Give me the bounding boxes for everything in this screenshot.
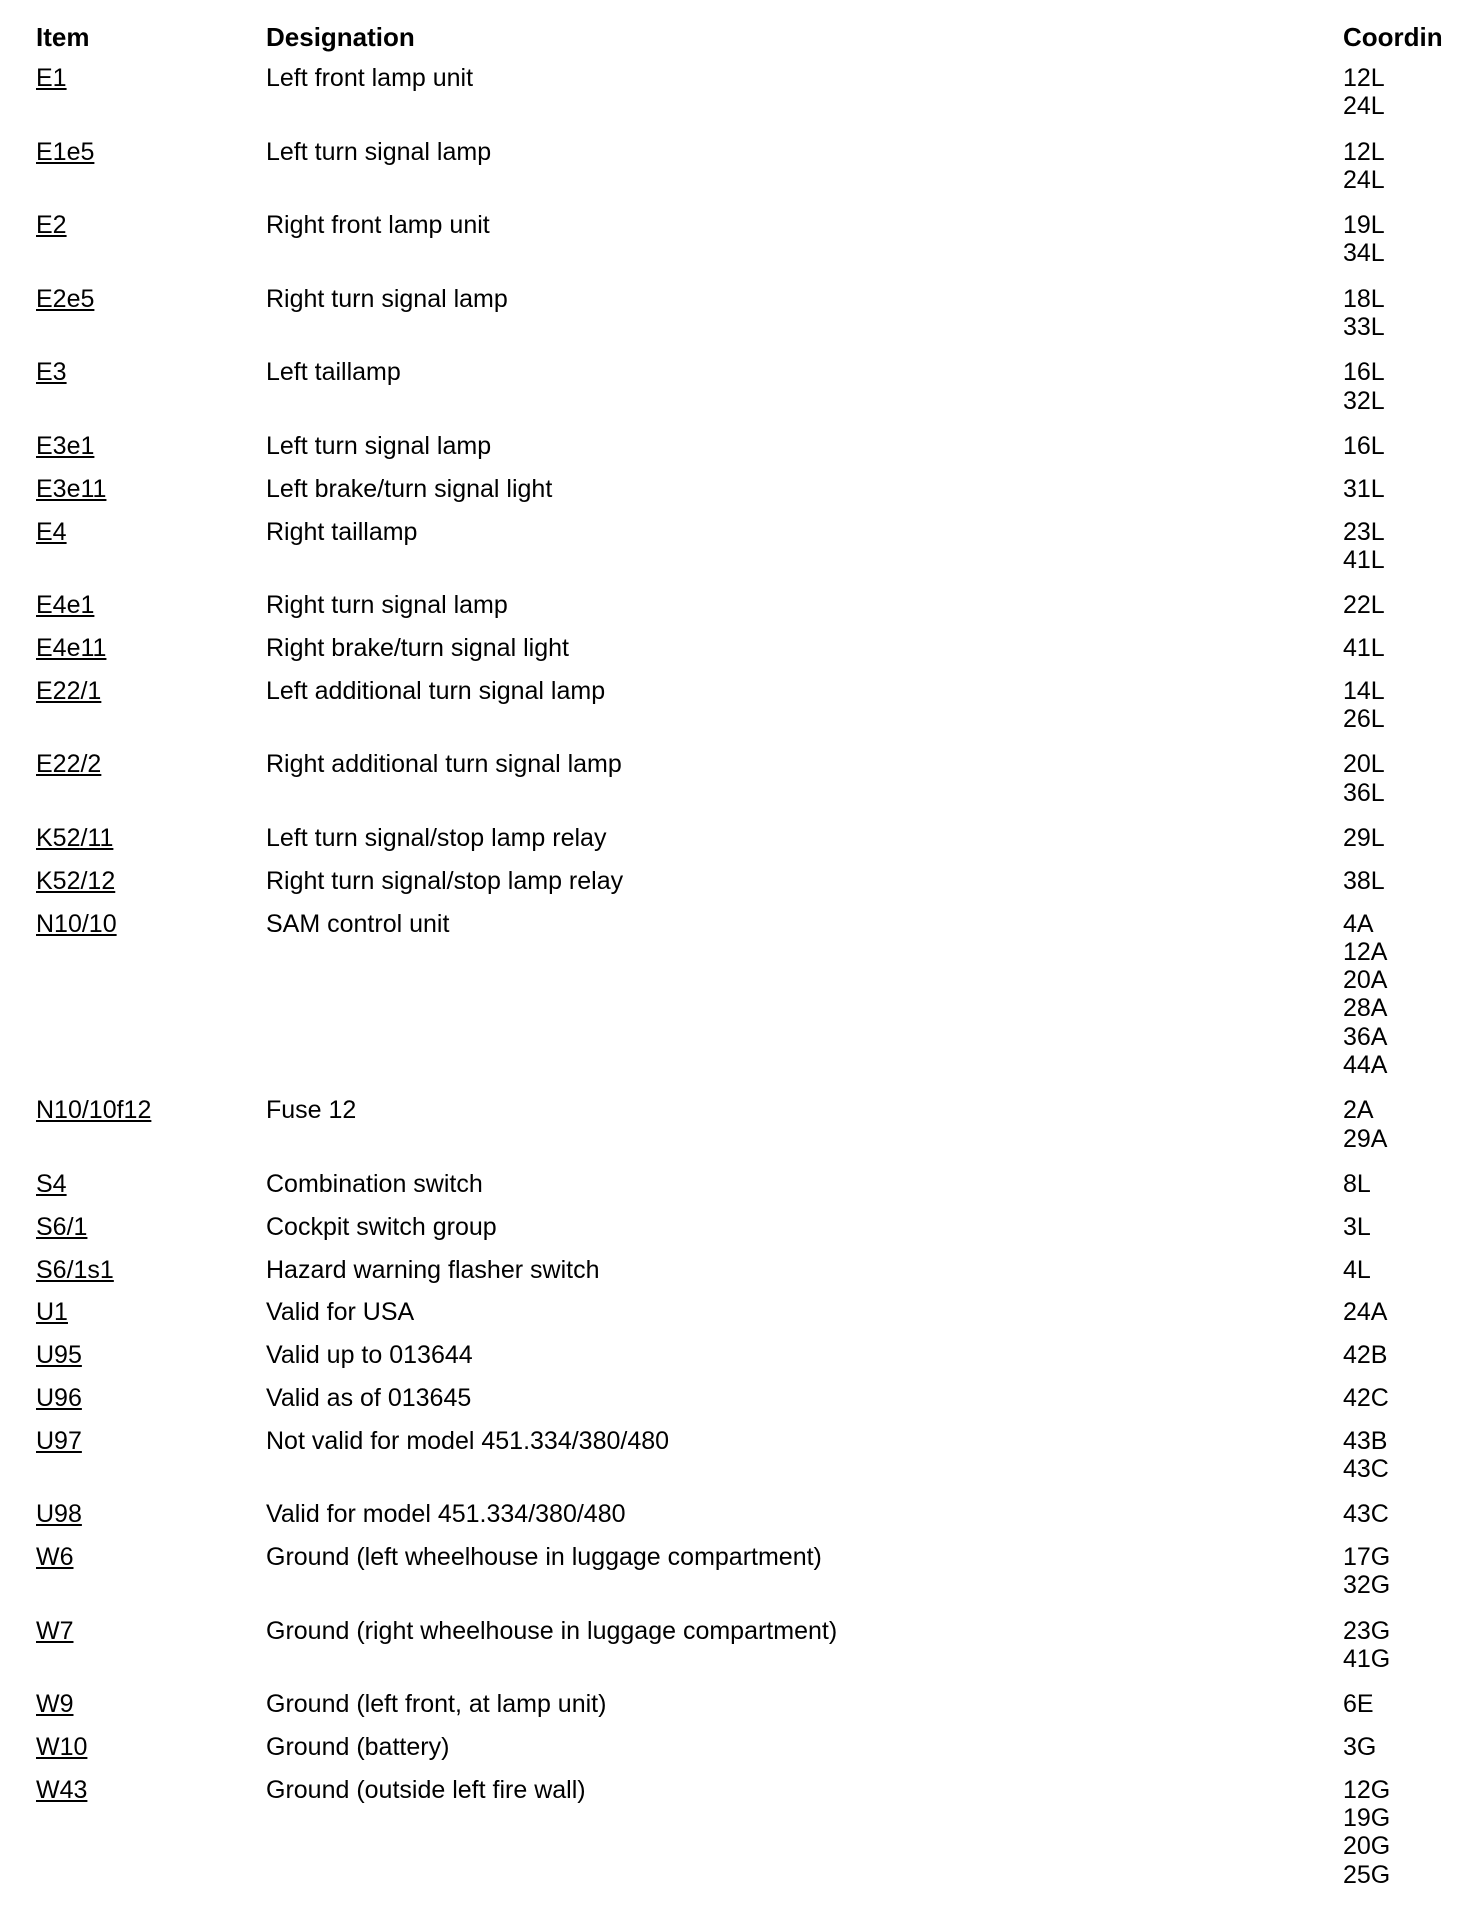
coordinate-value: 20L (1343, 750, 1385, 779)
coordinate-value: 23L (1343, 517, 1385, 546)
table-row (0, 518, 1472, 592)
table-row (0, 285, 1472, 359)
coordinate-value: 20G (1343, 1832, 1391, 1861)
coordinate-value: 43C (1343, 1455, 1389, 1483)
item-link[interactable]: U1 (36, 1298, 68, 1327)
coordinate-value: 19L (1343, 211, 1385, 240)
table-row (0, 824, 1472, 867)
coordinates-cell (1343, 1256, 1371, 1284)
coordinates-cell (1343, 1096, 1387, 1153)
coordinate-value: 12L (1343, 137, 1385, 166)
coordinates-cell (1343, 1298, 1387, 1326)
coordinate-value: 41L (1343, 545, 1385, 574)
item-link[interactable]: W7 (36, 1616, 74, 1645)
designation-text: Right taillamp (266, 517, 418, 546)
designation-text: Combination switch (266, 1169, 483, 1198)
header-coordinates: Coordin (1343, 22, 1443, 52)
table-row (0, 1500, 1472, 1543)
header-designation: Designation (266, 22, 415, 52)
table-row (0, 1213, 1472, 1256)
designation-text: Valid for USA (266, 1298, 415, 1327)
designation-text: Right additional turn signal lamp (266, 750, 622, 779)
coordinates-cell (1343, 358, 1385, 415)
designation-text: Ground (left front, at lamp unit) (266, 1690, 607, 1719)
coordinate-value: 4A (1343, 909, 1374, 938)
coordinates-cell (1343, 1213, 1371, 1241)
coordinates-cell (1343, 634, 1385, 662)
table-row (0, 1690, 1472, 1733)
coordinate-value: 42B (1343, 1341, 1388, 1370)
designation-text: Right front lamp unit (266, 211, 490, 240)
coordinate-value: 36A (1343, 1022, 1388, 1051)
coordinates-cell (1343, 1690, 1374, 1718)
coordinate-value: 32G (1343, 1571, 1391, 1600)
table-row (0, 1776, 1472, 1906)
coordinate-value: 41L (1343, 633, 1385, 662)
coordinates-cell (1343, 518, 1385, 575)
designation-text: Right turn signal lamp (266, 591, 508, 620)
designation-text: Left additional turn signal lamp (266, 676, 606, 705)
item-link[interactable]: S6/1s1 (36, 1255, 114, 1284)
item-link[interactable]: U98 (36, 1500, 82, 1529)
coordinate-value: 3G (1343, 1733, 1377, 1762)
coordinates-cell (1343, 1341, 1387, 1369)
coordinates-cell (1343, 64, 1385, 121)
coordinate-value: 36L (1343, 778, 1385, 807)
item-link[interactable]: E1e5 (36, 137, 95, 166)
legend-table-body (0, 64, 1472, 1906)
coordinates-cell (1343, 1427, 1389, 1484)
table-row (0, 750, 1472, 824)
item-link[interactable]: E2 (36, 211, 67, 240)
item-link[interactable]: U95 (36, 1341, 82, 1370)
table-row (0, 1733, 1472, 1776)
coordinates-cell (1343, 1384, 1389, 1412)
coordinate-value: 14L (1343, 676, 1385, 705)
item-link[interactable]: E4e1 (36, 591, 95, 620)
table-row (0, 1170, 1472, 1213)
item-link[interactable]: U97 (36, 1426, 82, 1455)
table-row (0, 910, 1472, 1097)
coordinates-cell (1343, 824, 1385, 852)
coordinate-value: 17G (1343, 1543, 1391, 1572)
coordinate-value: 2A (1343, 1096, 1374, 1125)
coordinate-value: 24L (1343, 165, 1385, 194)
designation-text: Ground (outside left fire wall) (266, 1775, 586, 1804)
coordinates-cell (1343, 1617, 1390, 1674)
designation-text: Hazard warning flasher switch (266, 1255, 600, 1284)
designation-text: Valid for model 451.334/380/480 (266, 1500, 626, 1529)
coordinate-value: 25G (1343, 1860, 1391, 1889)
coordinate-value: 43C (1343, 1500, 1389, 1529)
item-link[interactable]: W9 (36, 1690, 74, 1719)
coordinate-value: 24A (1343, 1298, 1388, 1327)
designation-text: Right turn signal/stop lamp relay (266, 866, 624, 895)
coordinates-cell (1343, 1543, 1390, 1600)
item-link[interactable]: E4 (36, 517, 67, 546)
designation-text: Fuse 12 (266, 1096, 357, 1125)
coordinates-cell (1343, 138, 1385, 195)
item-link[interactable]: W6 (36, 1543, 74, 1572)
coordinate-value: 12A (1343, 937, 1388, 966)
designation-text: Cockpit switch group (266, 1212, 497, 1241)
coordinate-value: 29A (1343, 1124, 1388, 1153)
item-link[interactable]: E3 (36, 358, 67, 387)
designation-text: Ground (left wheelhouse in luggage compartment) (266, 1543, 822, 1572)
coordinate-value: 28A (1343, 994, 1388, 1023)
coordinates-cell (1343, 432, 1385, 460)
coordinate-value: 31L (1343, 474, 1385, 503)
item-link[interactable]: W43 (36, 1775, 88, 1804)
table-row (0, 1341, 1472, 1384)
designation-text: SAM control unit (266, 909, 450, 938)
table-row (0, 358, 1472, 432)
designation-text: Left turn signal lamp (266, 137, 492, 166)
item-link[interactable]: E22/1 (36, 676, 102, 705)
table-row (0, 432, 1472, 475)
coordinate-value: 29L (1343, 823, 1385, 852)
designation-text: Valid as of 013645 (266, 1383, 472, 1412)
item-link[interactable]: E3e1 (36, 431, 95, 460)
table-row (0, 138, 1472, 212)
coordinate-value: 33L (1343, 313, 1385, 342)
table-header (0, 22, 1472, 56)
item-link[interactable]: E4e11 (36, 633, 107, 662)
coordinate-value: 20A (1343, 966, 1388, 995)
coordinate-value: 26L (1343, 705, 1385, 734)
coordinates-cell (1343, 750, 1385, 807)
coordinates-cell (1343, 910, 1387, 1080)
coordinate-value: 23G (1343, 1616, 1391, 1645)
coordinates-cell (1343, 1776, 1390, 1889)
item-link[interactable]: N10/10f12 (36, 1096, 152, 1125)
designation-text: Right brake/turn signal light (266, 633, 569, 662)
table-row (0, 634, 1472, 677)
coordinates-cell (1343, 475, 1385, 503)
coordinate-value: 43B (1343, 1426, 1388, 1455)
coordinate-value: 16L (1343, 358, 1385, 387)
item-link[interactable]: E2e5 (36, 284, 95, 313)
item-link[interactable]: S4 (36, 1169, 67, 1198)
coordinate-value: 6E (1343, 1690, 1374, 1719)
coordinate-value: 41G (1343, 1644, 1391, 1673)
item-link[interactable]: K52/11 (36, 823, 114, 852)
coordinate-value: 19G (1343, 1804, 1391, 1833)
coordinates-cell (1343, 867, 1385, 895)
designation-text: Ground (right wheelhouse in luggage compartment) (266, 1616, 838, 1645)
table-row (0, 1298, 1472, 1341)
coordinate-value: 38L (1343, 866, 1385, 895)
coordinates-cell (1343, 1733, 1376, 1761)
coordinate-value: 18L (1343, 284, 1385, 313)
coordinate-value: 22L (1343, 591, 1385, 620)
table-row (0, 211, 1472, 285)
coordinate-value: 44A (1343, 1051, 1388, 1080)
coordinate-value: 12L (1343, 64, 1385, 92)
table-row (0, 867, 1472, 910)
designation-text: Left turn signal/stop lamp relay (266, 823, 607, 852)
table-row (0, 591, 1472, 634)
coordinate-value: 4L (1343, 1255, 1371, 1284)
coordinates-cell (1343, 1500, 1389, 1528)
designation-text: Left front lamp unit (266, 64, 474, 92)
designation-text: Not valid for model 451.334/380/480 (266, 1426, 670, 1455)
designation-text: Valid up to 013644 (266, 1341, 473, 1370)
coordinates-cell (1343, 1170, 1371, 1198)
coordinate-value: 3L (1343, 1212, 1371, 1241)
header-item: Item (36, 22, 90, 52)
table-row (0, 677, 1472, 751)
designation-text: Left taillamp (266, 358, 401, 387)
table-row (0, 1543, 1472, 1617)
table-row (0, 1384, 1472, 1427)
item-link[interactable]: E3e11 (36, 474, 107, 503)
coordinate-value: 42C (1343, 1383, 1389, 1412)
coordinates-cell (1343, 591, 1385, 619)
coordinates-cell (1343, 211, 1385, 268)
coordinates-cell (1343, 285, 1385, 342)
coordinate-value: 34L (1343, 239, 1385, 268)
table-row (0, 475, 1472, 518)
item-link[interactable]: S6/1 (36, 1212, 88, 1241)
designation-text: Ground (battery) (266, 1733, 450, 1762)
coordinate-value: 8L (1343, 1169, 1371, 1198)
item-link[interactable]: U96 (36, 1383, 82, 1412)
item-link[interactable]: K52/12 (36, 866, 116, 895)
coordinate-value: 12G (1343, 1775, 1391, 1804)
table-row (0, 1096, 1472, 1170)
table-row (0, 64, 1472, 138)
item-link[interactable]: E22/2 (36, 750, 102, 779)
coordinate-value: 24L (1343, 92, 1385, 121)
item-link[interactable]: N10/10 (36, 909, 117, 938)
coordinate-value: 16L (1343, 431, 1385, 460)
coordinate-value: 32L (1343, 386, 1385, 415)
table-row (0, 1427, 1472, 1501)
item-link[interactable]: W10 (36, 1733, 88, 1762)
designation-text: Right turn signal lamp (266, 284, 508, 313)
designation-text: Left brake/turn signal light (266, 474, 553, 503)
table-row (0, 1256, 1472, 1299)
table-row (0, 1617, 1472, 1691)
item-link[interactable]: E1 (36, 64, 67, 92)
designation-text: Left turn signal lamp (266, 431, 492, 460)
coordinates-cell (1343, 677, 1385, 734)
